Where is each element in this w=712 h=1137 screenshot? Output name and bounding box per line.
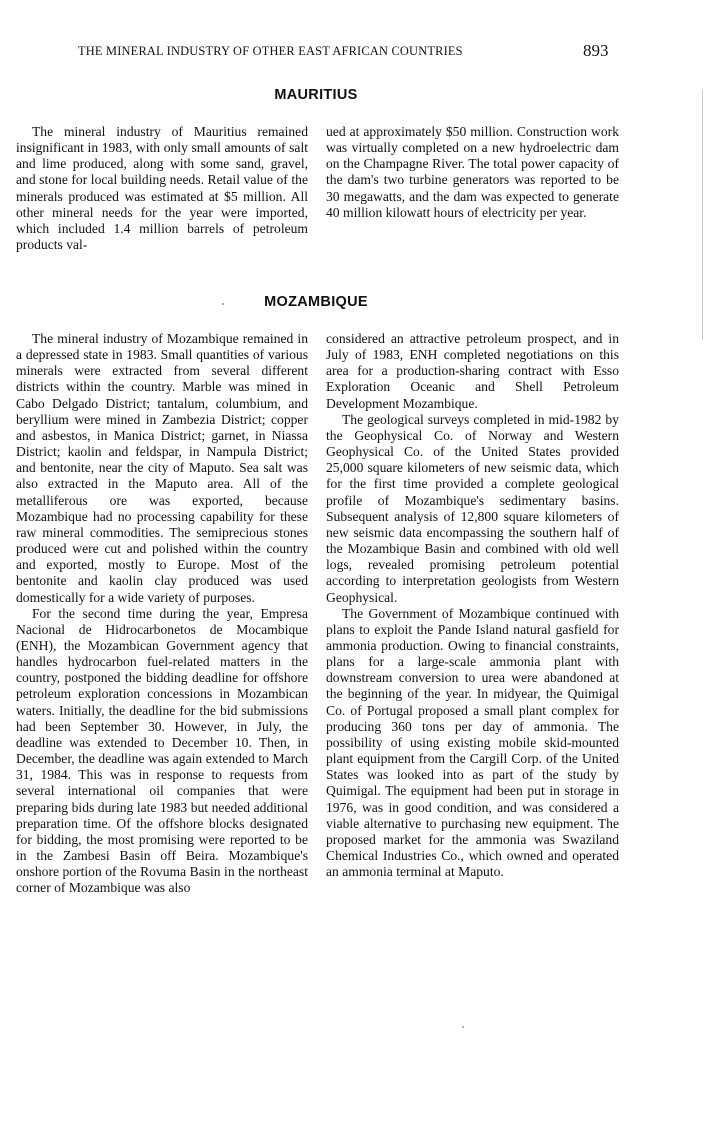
mauritius-right-column — [326, 124, 619, 221]
paragraph: The geological surveys completed in mid-1982 by the Geophysical Co. of Norway and Western Geophysical Co. of the United States provided 25,000 square kilometers of new seismic data, which for the first time provided a complete geological profile of Mozambique's sedimentary basins. Subsequent analysis of 12,800 square kilometers of new seismic data encompassing the southern half of the Mozambique Basin and combined with old well logs, revealed promising petroleum potential according to interpretation geologists from Western Geophysical. — [326, 411, 619, 605]
mauritius-left-column — [16, 124, 308, 253]
section-title-mauritius: MAURITIUS — [274, 87, 358, 103]
running-head: THE MINERAL INDUSTRY OF OTHER EAST AFRICAN COUNTRIES — [78, 44, 463, 58]
paragraph: considered an attractive petroleum prospect, and in July of 1983, ENH completed negotiations on this area for a production-sharing contract with Esso Exploration Oceanic and Shell Petroleum Development Mozambique. — [326, 331, 619, 411]
page-number: 893 — [583, 41, 609, 60]
scan-speck — [462, 1026, 464, 1028]
paragraph: For the second time during the year, Empresa Nacional de Hidrocarbonetos de Mocambique (ENH), the Mozambican Government agency that handles hydrocarbon fuel-related matters in the country, postponed the bidding deadline for offshore petroleum exploration concessions in Mozambican waters. Initially, the deadline for the bid submissions had been September 30. However, in July, the deadline was extended to December 10. Then, in December, the deadline was again extended to March 31, 1984. This was in response to requests from several international oil companies that were preparing bids during late 1983 but needed additional preparation time. Of the offshore blocks designated for bidding, the most promising were reported to be in the Zambesi Basin off Beira. Mozambique's onshore portion of the Rovuma Basin in the northeast corner of Mozambique was also — [16, 605, 308, 896]
scan-edge-rule — [702, 90, 703, 340]
paragraph: The mineral industry of Mauritius remained insignificant in 1983, with only small amounts of salt and lime produced, along with some sand, gravel, and stone for local building needs. Retail value of the minerals produced was estimated at $5 million. All other mineral needs for the year were imported, which included 1.4 million barrels of petroleum products val- — [16, 124, 308, 253]
section-title-mozambique: MOZAMBIQUE — [264, 294, 368, 310]
mozambique-right-column — [326, 331, 619, 880]
mozambique-left-column — [16, 331, 308, 896]
paragraph: The Government of Mozambique continued with plans to exploit the Pande Island natural gasfield for ammonia production. Owing to financial constraints, plans for a large-scale ammonia plant with downstream conversion to urea were abandoned at the beginning of the year. In midyear, the Quimigal Co. of Portugal proposed a small plant complex for producing 360 tons per day of ammonia. The possibility of using existing mobile skid-mounted plant equipment from the Cargill Corp. of the United States was looked into as part of the study by Quimigal. The equipment had been put in storage in 1976, was in good condition, and was considered a viable alternative to purchasing new equipment. The proposed market for the ammonia was Swaziland Chemical Industries Co., which owned and operated an ammonia terminal at Maputo. — [326, 605, 619, 880]
paragraph: ued at approximately $50 million. Construction work was virtually completed on a new hydroelectric dam on the Champagne River. The total power capacity of the dam's two turbine generators was reported to be 30 megawatts, and the dam was expected to generate 40 million kilowatt hours of electricity per year. — [326, 124, 619, 220]
paragraph: The mineral industry of Mozambique remained in a depressed state in 1983. Small quantities of various minerals were extracted from several different districts within the country. Marble was mined in Cabo Delgado District; tantalum, columbium, and beryllium were mined in Zambezia District; copper and asbestos, in Manica District; garnet, in Niassa District; kaolin and feldspar, in Nampula District; and bentonite, near the city of Maputo. Sea salt was also extracted in the Maputo area. All of the metalliferous ore was exported, because Mozambique had no processing capability for these raw mineral commodities. The semiprecious stones produced were cut and polished within the country and exported, mostly to Europe. Most of the bentonite and kaolin clay produced was used domestically for a wide variety of purposes. — [16, 331, 308, 605]
scan-speck — [222, 303, 224, 305]
